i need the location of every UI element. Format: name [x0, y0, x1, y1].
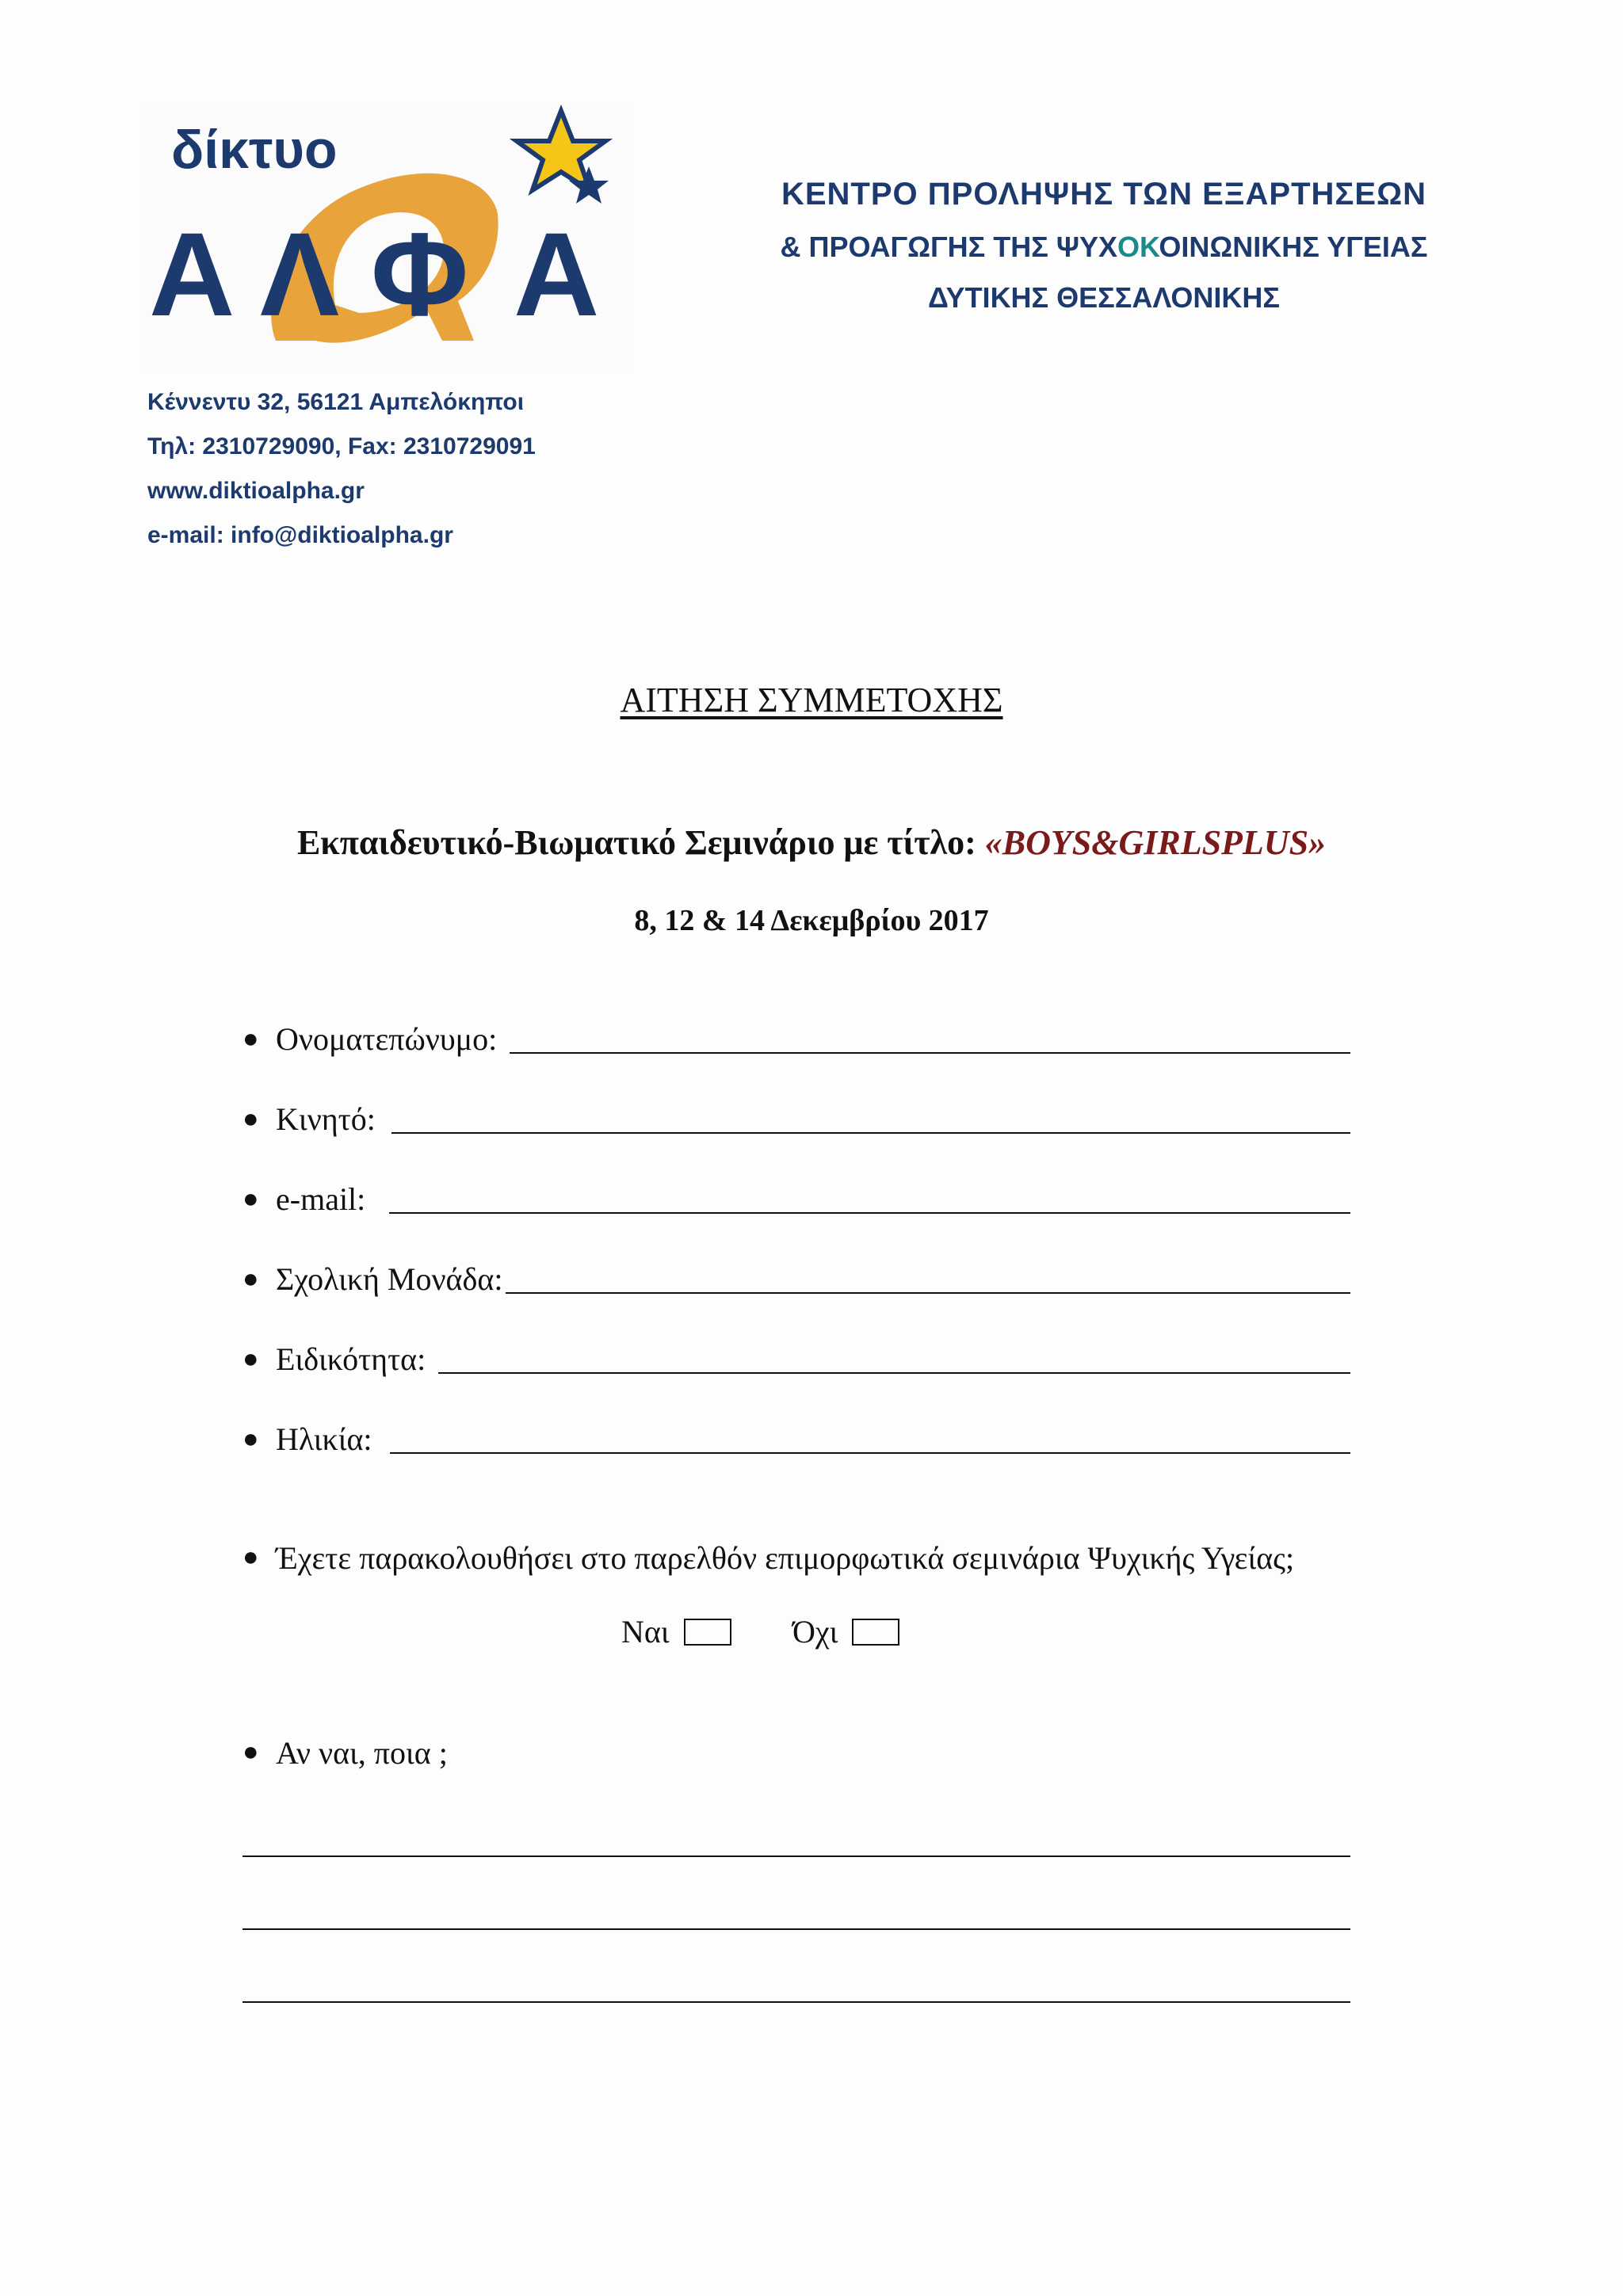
- no-checkbox[interactable]: [852, 1619, 899, 1646]
- mobile-input[interactable]: [391, 1132, 1350, 1134]
- logo-graphic: [141, 103, 632, 372]
- no-option: [792, 1613, 899, 1650]
- logo-letter-alpha-2: Α: [514, 208, 600, 341]
- field-fullname: [242, 1016, 1350, 1063]
- org-line-3: ΔΥΤΙΚΗΣ ΘΕΣΣΑΛΟΝΙΚΗΣ: [927, 281, 1281, 314]
- specialty-input[interactable]: [438, 1372, 1350, 1374]
- yes-checkbox[interactable]: [684, 1619, 731, 1646]
- website-link[interactable]: www.diktioalpha.gr: [147, 478, 365, 504]
- seminar-dates: 8, 12 & 14 Δεκεμβρίου 2017: [634, 904, 989, 937]
- which-seminars: [242, 1729, 448, 1776]
- school-unit-label: Σχολική Μονάδα:: [276, 1261, 503, 1297]
- bullet: ●: [242, 1737, 259, 1767]
- bullet: ●: [242, 1184, 259, 1214]
- specialty-label: Ειδικότητα:: [276, 1341, 426, 1377]
- field-mobile: [242, 1096, 1350, 1143]
- mobile-label: Κινητό:: [276, 1101, 376, 1137]
- fullname-label: Ονοματεπώνυμο:: [276, 1021, 498, 1057]
- field-school-unit: [242, 1256, 1350, 1303]
- phone-fax: Τηλ: 2310729090, Fax: 2310729091: [147, 433, 536, 460]
- bullet: ●: [242, 1264, 259, 1294]
- contact-info: [147, 380, 536, 558]
- bullet: ●: [242, 1543, 259, 1572]
- seminar-prefix: Εκπαιδευτικό-Βιωματικό Σεμινάριο με τίτλο:: [296, 823, 985, 862]
- age-label: Ηλικία:: [276, 1421, 372, 1457]
- answer-line-2[interactable]: [242, 1928, 1350, 1930]
- bullet: ●: [242, 1104, 259, 1134]
- bullet: ●: [242, 1344, 259, 1374]
- question-previous-seminars: [242, 1534, 1294, 1581]
- logo-top-word: δίκτυο: [171, 120, 338, 180]
- org-line-2-post: ΟΙΝΩΝΙΚΗΣ ΥΓΕΙΑΣ: [1159, 231, 1428, 263]
- question-text: Έχετε παρακολουθήσει στο παρελθόν επιμορφωτικά σεμινάρια Ψυχικής Υγείας;: [276, 1539, 1295, 1576]
- logo-letter-alpha: Α: [149, 208, 235, 341]
- no-label: Όχι: [792, 1614, 838, 1650]
- field-specialty: [242, 1336, 1350, 1383]
- diktio-alpha-logo: [141, 103, 632, 372]
- logo-letter-phi: Φ: [371, 208, 469, 341]
- which-label: Αν ναι, ποια ;: [276, 1734, 448, 1771]
- email-input[interactable]: [389, 1212, 1350, 1214]
- school-unit-input[interactable]: [506, 1292, 1350, 1294]
- bullet: ●: [242, 1024, 259, 1054]
- yes-label: Ναι: [621, 1614, 670, 1650]
- field-age: [242, 1416, 1350, 1463]
- bullet: ●: [242, 1425, 259, 1454]
- address: Κέννεντυ 32, 56121 Αμπελόκηποι: [147, 389, 525, 415]
- seminar-name: «BOYS&GIRLSPLUS»: [984, 823, 1327, 862]
- fullname-input[interactable]: [510, 1052, 1350, 1054]
- seminar-title: [0, 822, 1623, 863]
- org-line-2-ok: ΟΚ: [1117, 231, 1159, 263]
- org-line-2: [751, 222, 1457, 273]
- answer-line-3[interactable]: [242, 2001, 1350, 2003]
- org-line-1: ΚΕΝΤΡΟ ΠΡΟΛΗΨΗΣ ΤΩΝ ΕΞΑΡΤΗΣΕΩΝ: [781, 177, 1427, 212]
- organization-header: [751, 166, 1457, 323]
- email-label: e-mail:: [276, 1181, 366, 1217]
- yes-option: [621, 1613, 731, 1650]
- logo-letter-lambda: Λ: [260, 208, 340, 341]
- org-line-2-pre: & ΠΡΟΑΓΩΓΗΣ ΤΗΣ ΨΥΧ: [780, 231, 1118, 263]
- answer-line-1[interactable]: [242, 1855, 1350, 1857]
- age-input[interactable]: [390, 1452, 1350, 1454]
- form-title: ΑΙΤΗΣΗ ΣΥΜΜΕΤΟΧΗΣ: [620, 681, 1003, 719]
- email-link[interactable]: e-mail: info@diktioalpha.gr: [147, 522, 453, 548]
- field-email: [242, 1176, 1350, 1223]
